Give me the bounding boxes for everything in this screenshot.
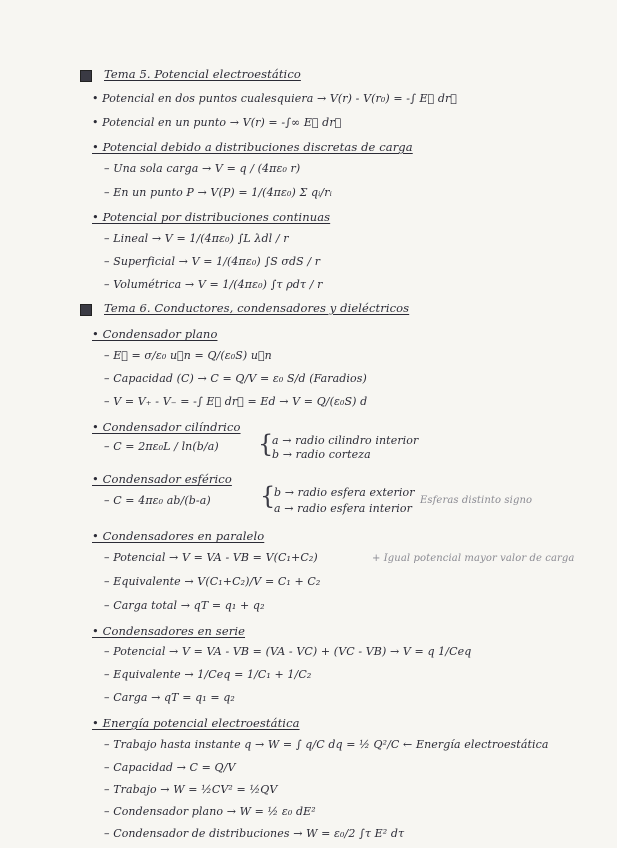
note-line: – Condensador de distribuciones → W = ε₀/2 ∫τ E² dτ bbox=[104, 827, 405, 840]
note-line: – Equivalente → V(C₁+C₂)/V = C₁ + C₂ bbox=[104, 575, 321, 588]
note-line: – Lineal → V = 1/(4πε₀) ∫L λdl / r bbox=[104, 232, 289, 245]
note-line: – C = 2πε₀L / ln(b/a) bbox=[104, 440, 219, 453]
note-line: – En un punto P → V(P) = 1/(4πε₀) Σ qᵢ/rᵢ bbox=[104, 186, 332, 199]
note-line: – Condensador plano → W = ½ ε₀ dE² bbox=[104, 805, 316, 818]
note-line: b → radio corteza bbox=[272, 448, 371, 461]
note-heading: • Condensador cilíndrico bbox=[92, 420, 241, 434]
note-line: – Potencial → V = VA - VB = (VA - VC) + (VC - VB) → V = q 1/Ceq bbox=[104, 645, 472, 658]
note-heading: • Condensadores en serie bbox=[92, 624, 246, 638]
note-line: – Trabajo hasta instante q → W = ∫ q/C dq = ½ Q²/C ← Energía electroestática bbox=[104, 738, 549, 751]
note-heading: • Potencial por distribuciones continuas bbox=[92, 210, 331, 224]
section-title: Tema 5. Potencial electroestático bbox=[104, 67, 301, 81]
note-heading: • Condensador esférico bbox=[92, 472, 232, 486]
note-line: – Capacidad (C) → C = Q/V = ε₀ S/d (Faradios) bbox=[104, 372, 367, 385]
note-line: – V = V₊ - V₋ = -∫ E⃗ dr⃗ = Ed → V = Q/(ε₀S) d bbox=[104, 395, 368, 408]
note-line: – Capacidad → C = Q/V bbox=[104, 761, 236, 774]
note-line: – Potencial → V = VA - VB = V(C₁+C₂) bbox=[104, 551, 318, 564]
note-line: – Carga total → qT = q₁ + q₂ bbox=[104, 599, 265, 612]
brace-icon: { bbox=[260, 482, 276, 510]
note-line: • Potencial en dos puntos cualesquiera → V(r) - V(r₀) = -∫ E⃗ dr⃗ bbox=[92, 92, 457, 105]
brace-icon: { bbox=[258, 430, 274, 458]
note-heading: • Condensador plano bbox=[92, 327, 218, 341]
note-heading: • Condensadores en paralelo bbox=[92, 529, 265, 543]
note-line: – Carga → qT = q₁ = q₂ bbox=[104, 691, 235, 704]
note-line: – Una sola carga → V = q / (4πε₀ r) bbox=[104, 162, 301, 175]
note-line: – Superficial → V = 1/(4πε₀) ∫S σdS / r bbox=[104, 255, 321, 268]
note-line: – E⃗ = σ/ε₀ u⃗n = Q/(ε₀S) u⃗n bbox=[104, 349, 272, 362]
note-heading: • Potencial debido a distribuciones discretas de carga bbox=[92, 140, 413, 154]
side-note: + Igual potencial mayor valor de carga bbox=[372, 553, 575, 564]
note-line: – C = 4πε₀ ab/(b-a) bbox=[104, 494, 211, 507]
note-line: – Trabajo → W = ½CV² = ½QV bbox=[104, 783, 278, 796]
note-line: – Volumétrica → V = 1/(4πε₀) ∫τ ρdτ / r bbox=[104, 278, 323, 291]
section-bullet-icon bbox=[80, 304, 92, 316]
note-line: – Equivalente → 1/Ceq = 1/C₁ + 1/C₂ bbox=[104, 668, 312, 681]
note-heading: • Energía potencial electroestática bbox=[92, 716, 300, 730]
note-line: a → radio esfera interior bbox=[274, 502, 413, 515]
section-bullet-icon bbox=[80, 70, 92, 82]
note-line: • Potencial en un punto → V(r) = -∫∞ E⃗ dr⃗ bbox=[92, 116, 342, 129]
note-line: b → radio esfera exterior bbox=[274, 486, 415, 499]
note-line: a → radio cilindro interior bbox=[272, 434, 419, 447]
side-note: Esferas distinto signo bbox=[420, 495, 533, 506]
section-title: Tema 6. Conductores, condensadores y dieléctricos bbox=[104, 301, 410, 315]
